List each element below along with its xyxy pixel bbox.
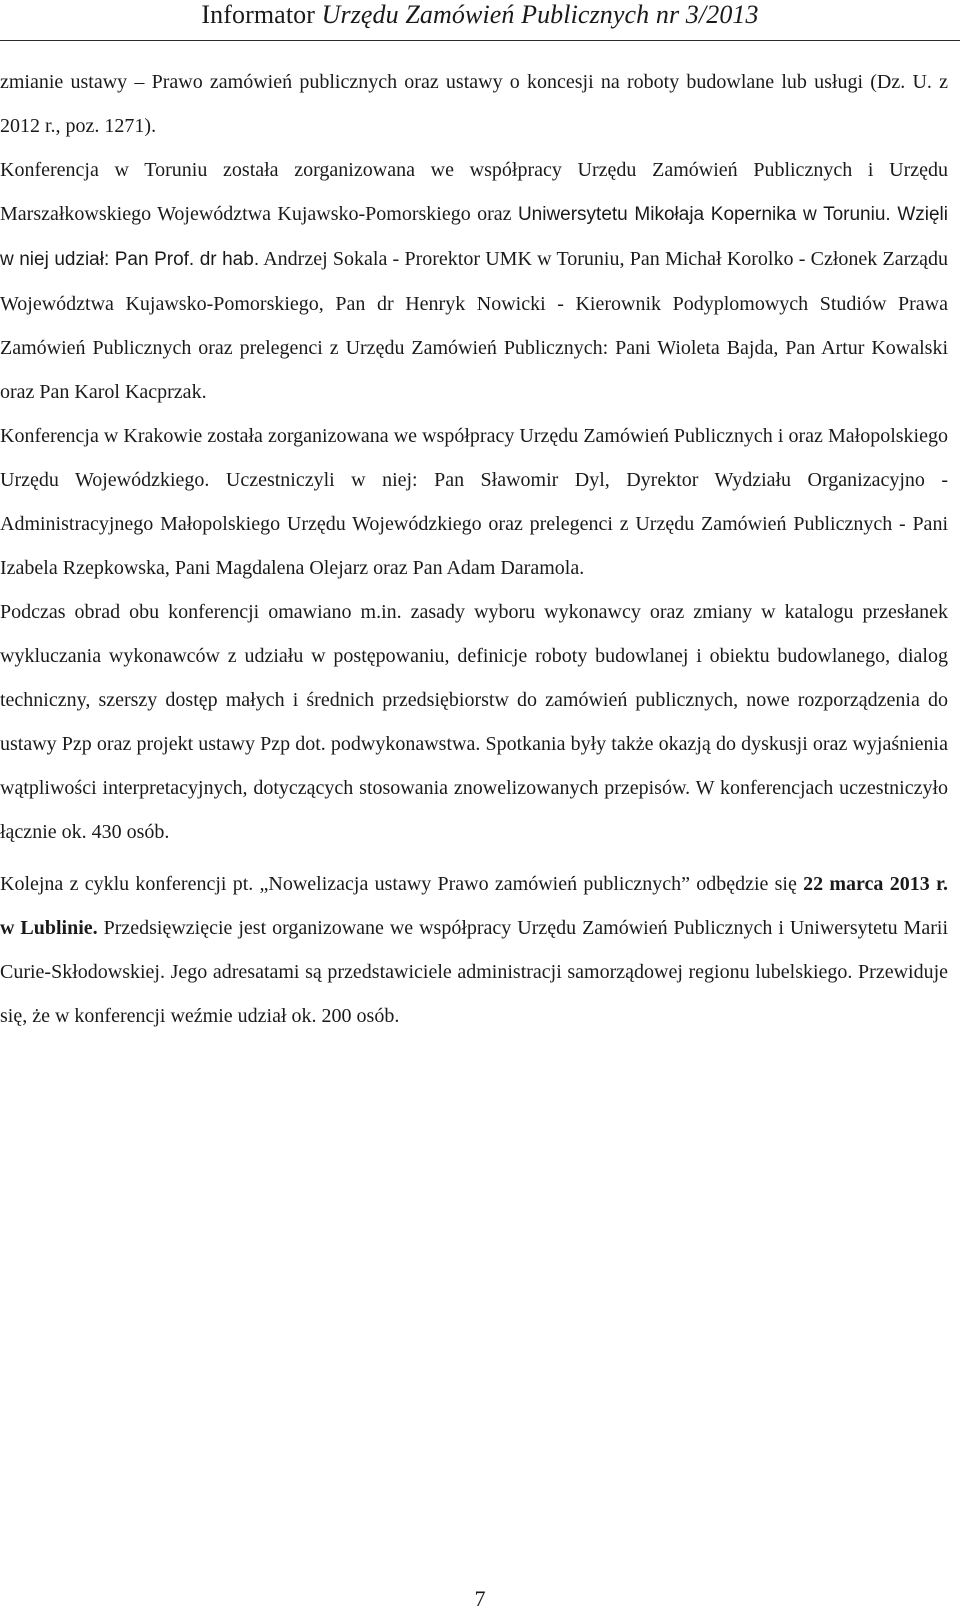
page-number: 7 (474, 1586, 486, 1611)
header-title-plain: Informator (201, 0, 322, 29)
header-divider (0, 40, 960, 41)
header-title-italic: Urzędu Zamówień Publicznych nr 3/2013 (321, 0, 759, 29)
paragraph-lublin-conference (0, 862, 948, 1038)
lublin-date-location: 22 marca 2013 r. w Lublinie. (0, 873, 948, 939)
paragraph-amendment-reference: zmianie ustawy – Prawo zamówień publicznych oraz ustawy o koncesji na roboty budowlane lub usługi (Dz. U. z 2012 r., poz. 1271). (0, 71, 948, 137)
lublin-text-a: Kolejna z cyklu konferencji pt. „Nowelizacja ustawy Prawo zamówień publicznych” odbędzie się (0, 873, 804, 895)
document-body (0, 60, 948, 1038)
paragraph-topics-discussed: Podczas obrad obu konferencji omawiano m.in. zasady wyboru wykonawcy oraz zmiany w katalogu przesłanek wykluczania wykonawców z udziału w postępowaniu, definicje roboty budowlanej i obiektu budowlanego, dialog techniczny, szerszy dostęp małych i średnich przedsiębiorstw do zamówień publicznych, nowe rozporządzenia do ustawy Pzp oraz projekt ustawy Pzp dot. podwykonawstwa. Spotkania były także okazją do dyskusji oraz wyjaśnienia wątpliwości interpretacyjnych, dotyczących stosowania znowelizowanych przepisów. W konferencjach uczestniczyło łącznie ok. 430 osób. (0, 601, 948, 843)
paragraph-krakow-conference: Konferencja w Krakowie została zorganizowana we współpracy Urzędu Zamówień Publicznych i oraz Małopolskiego Urzędu Wojewódzkiego. Uczestniczyli w niej: Pan Sławomir Dyl, Dyrektor Wydziału Organizacyjno - Administracyjnego Małopolskiego Urzędu Wojewódzkiego oraz prelegenci z Urzędu Zamówień Publicznych - Pani Izabela Rzepkowska, Pani Magdalena Olejarz oraz Pan Adam Daramola. (0, 425, 948, 579)
torun-text-a: Konferencja w Toruniu została zorganizowana we współpracy Urzędu Zamówień Publicznych i Urzędu Marszałkowskiego Województwa Kujawsko-Pomorskiego oraz (0, 159, 948, 225)
paragraph-torun-conference (0, 148, 948, 414)
torun-text-sans: Uniwersytetu Mikołaja Kopernika w Toruniu. Wzięli w niej udział: Pan Prof. dr hab. (0, 204, 949, 270)
torun-text-c: Andrzej Sokala - Prorektor UMK w Toruniu, Pan Michał Korolko - Członek Zarządu Województwa Kujawsko-Pomorskiego, Pan dr Henryk Nowicki - Kierownik Podyplomowych Studiów Prawa Zamówień Publicznych oraz prelegenci z Urzędu Zamówień Publicznych: Pani Wioleta Bajda, Pan Artur Kowalski oraz Pan Karol Kacprzak. (0, 248, 949, 403)
lublin-text-b: Przedsięwzięcie jest organizowane we współpracy Urzędu Zamówień Publicznych i Uniwersytetu Marii Curie-Skłodowskiej. Jego adresatami są przedstawiciele administracji samorządowej regionu lubelskiego. Przewiduje się, że w konferencji weźmie udział ok. 200 osób. (0, 917, 948, 1027)
page-header (0, 2, 960, 28)
